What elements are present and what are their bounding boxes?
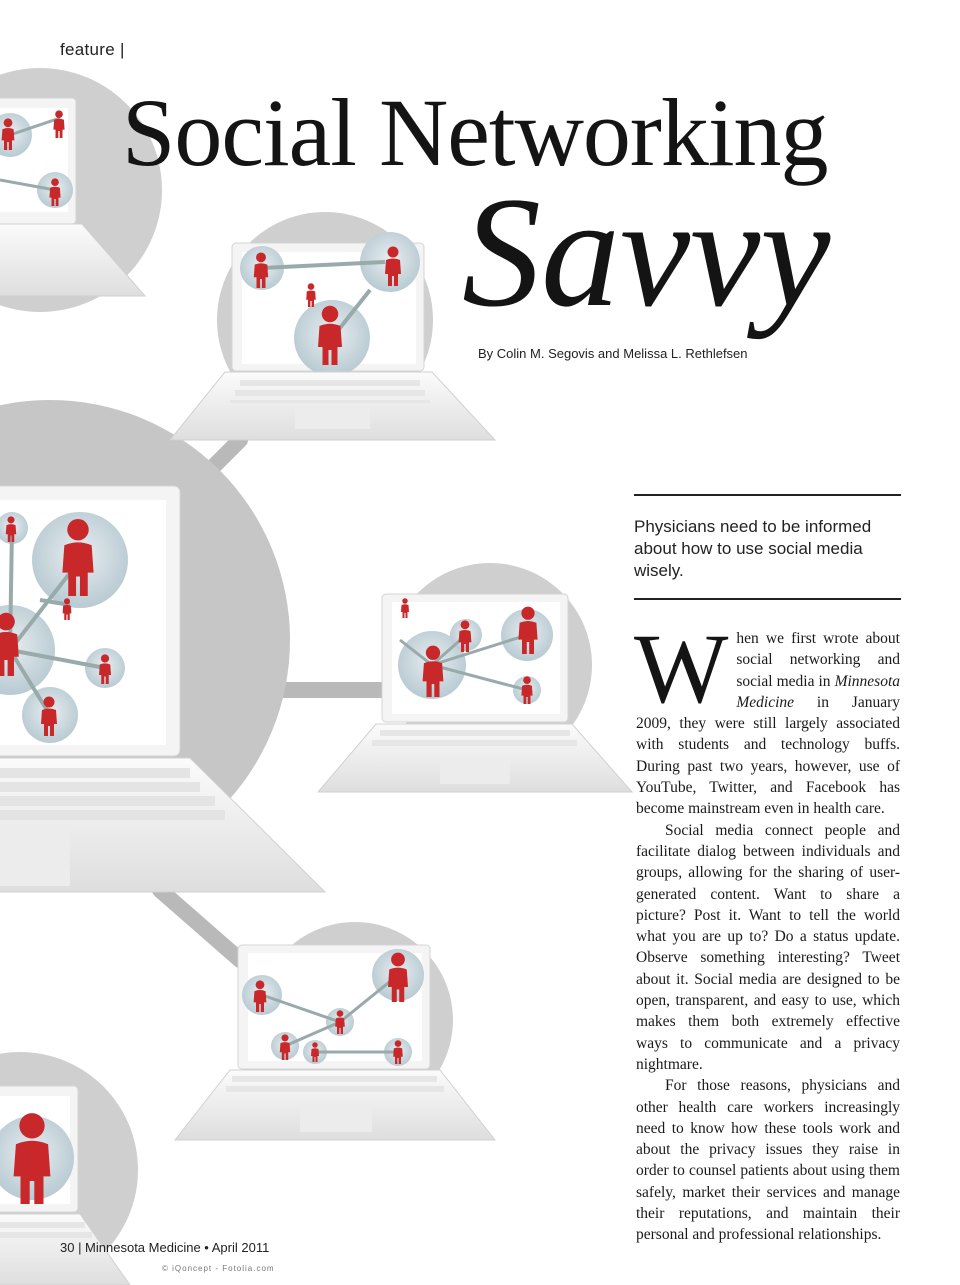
deck-rule-bottom [634,598,901,600]
section-label: feature | [60,40,125,59]
article-title-accent: Savvy [462,165,831,340]
deck-text: Physicians need to be informed about how to use social media wisely. [634,517,872,580]
body-paragraph-2: Social media connect people and facilitate dialog between individuals and groups, allowing for the sharing of user-generated content. Want to share a picture? Post it. Want to tell the world what you are up to? Do a status update. Observe something interesting? Tweet about it. Social media are designed to be open, transparent, and easy to use, which makes them both extremely effective ways to communicate and a privacy nightmare. [636,821,900,1073]
article-body [634,613,900,1246]
paragraph-1-rest: in January 2009, they were still largely associated with students and technology buffs. During past two years, however, use of YouTube, Twitter, and Facebook has become mainstream even in health care. [636,693,900,818]
article-title: Social Networking [122,79,828,186]
publication-name: Minnesota Medicine [736,672,900,711]
photo-credit: © iQoncept - Fotolia.com [162,1264,275,1273]
page-folio: 30 | Minnesota Medicine • April 2011 [60,1240,270,1255]
byline: By Colin M. Segovis and Melissa L. Rethlefsen [478,346,748,361]
deck-rule-top [634,494,901,496]
paragraph-1-lead: hen we first wrote about social networking and social media in [736,630,900,690]
body-paragraph-3: For those reasons, physicians and other health care workers increasingly need to know how these tools work and about the privacy issues they raise in order to counsel patients about using them safely, market their services and manage their reputations, and maintain their personal and professional relationships. [636,1077,900,1244]
drop-cap: W [634,613,729,724]
body-paragraph-1 [634,613,900,820]
